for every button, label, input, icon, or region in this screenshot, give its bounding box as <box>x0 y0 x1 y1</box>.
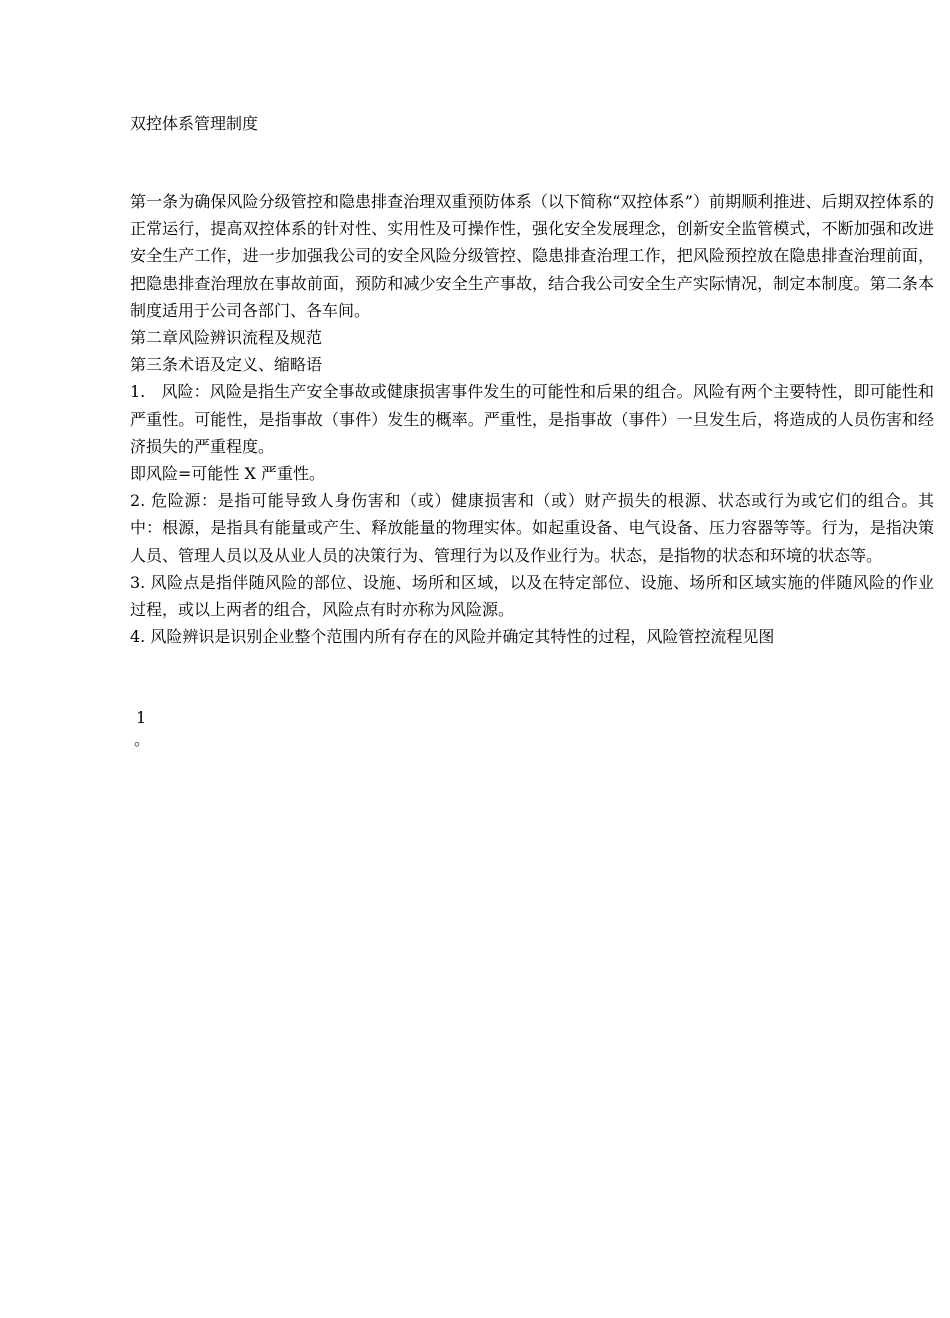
paragraph-item-4-risk-identification: 4. 风险辨识是识别企业整个范围内所有存在的风险并确定其特性的过程，风险管控流程见图 <box>130 627 775 647</box>
figure-ref-number: 1 <box>136 708 147 727</box>
paragraph-item-3-risk-point: 3. 风险点是指伴随风险的部位、设施、场所和区域，以及在特定部位、设施、场所和区域实施的伴随风险的作业过程，或以上两者的组合，风险点有时亦称为风险源。 <box>130 572 934 620</box>
chapter-heading: 第二章风险辨识流程及规范 <box>130 328 323 348</box>
paragraph-article-1: 第一条为确保风险分级管控和隐患排查治理双重预防体系（以下简称“双控体系”）前期顺利推进、后期双控体系的正常运行，提高双控体系的针对性、实用性及可操作性，强化安全发展理念，创新安全监管模式，不断加强和改进安全生产工作，进一步加强我公司的安全风险分级管控、隐患排查治理工作，把风险预控放在隐患排查治理前面，把隐患排查治理放在事故前面，预防和减少安全生产事故，结合我公司安全生产实际情况，制定本制度。第二条本制度适用于公司各部门、各车间。 <box>130 192 934 320</box>
paragraph-item-2-hazard: 2. 危险源：是指可能导致人身伤害和（或）健康损害和（或）财产损失的根源、状态或行为或它们的组合。其中：根源，是指具有能量或产生、释放能量的物理实体。如起重设备、电气设备、压力容器等等。行为，是指决策人员、管理人员以及从业人员的决策行为、管理行为以及作业行为。状态，是指物的状态和环境的状态等。 <box>130 491 934 565</box>
paragraph-item-1-risk: 1. 风险：风险是指生产安全事故或健康损害事件发生的可能性和后果的组合。风险有两个主要特性，即可能性和严重性。可能性，是指事故（事件）发生的概率。严重性，是指事故（事件）一旦发生后，将造成的人员伤害和经济损失的严重程度。 <box>130 382 934 456</box>
document-title: 双控体系管理制度 <box>130 114 259 133</box>
figure-ref-punct: 。 <box>134 730 151 749</box>
paragraph-article-3: 第三条术语及定义、缩略语 <box>130 355 323 375</box>
document-body <box>130 188 934 650</box>
paragraph-risk-formula: 即风险=可能性 X 严重性。 <box>130 464 325 484</box>
